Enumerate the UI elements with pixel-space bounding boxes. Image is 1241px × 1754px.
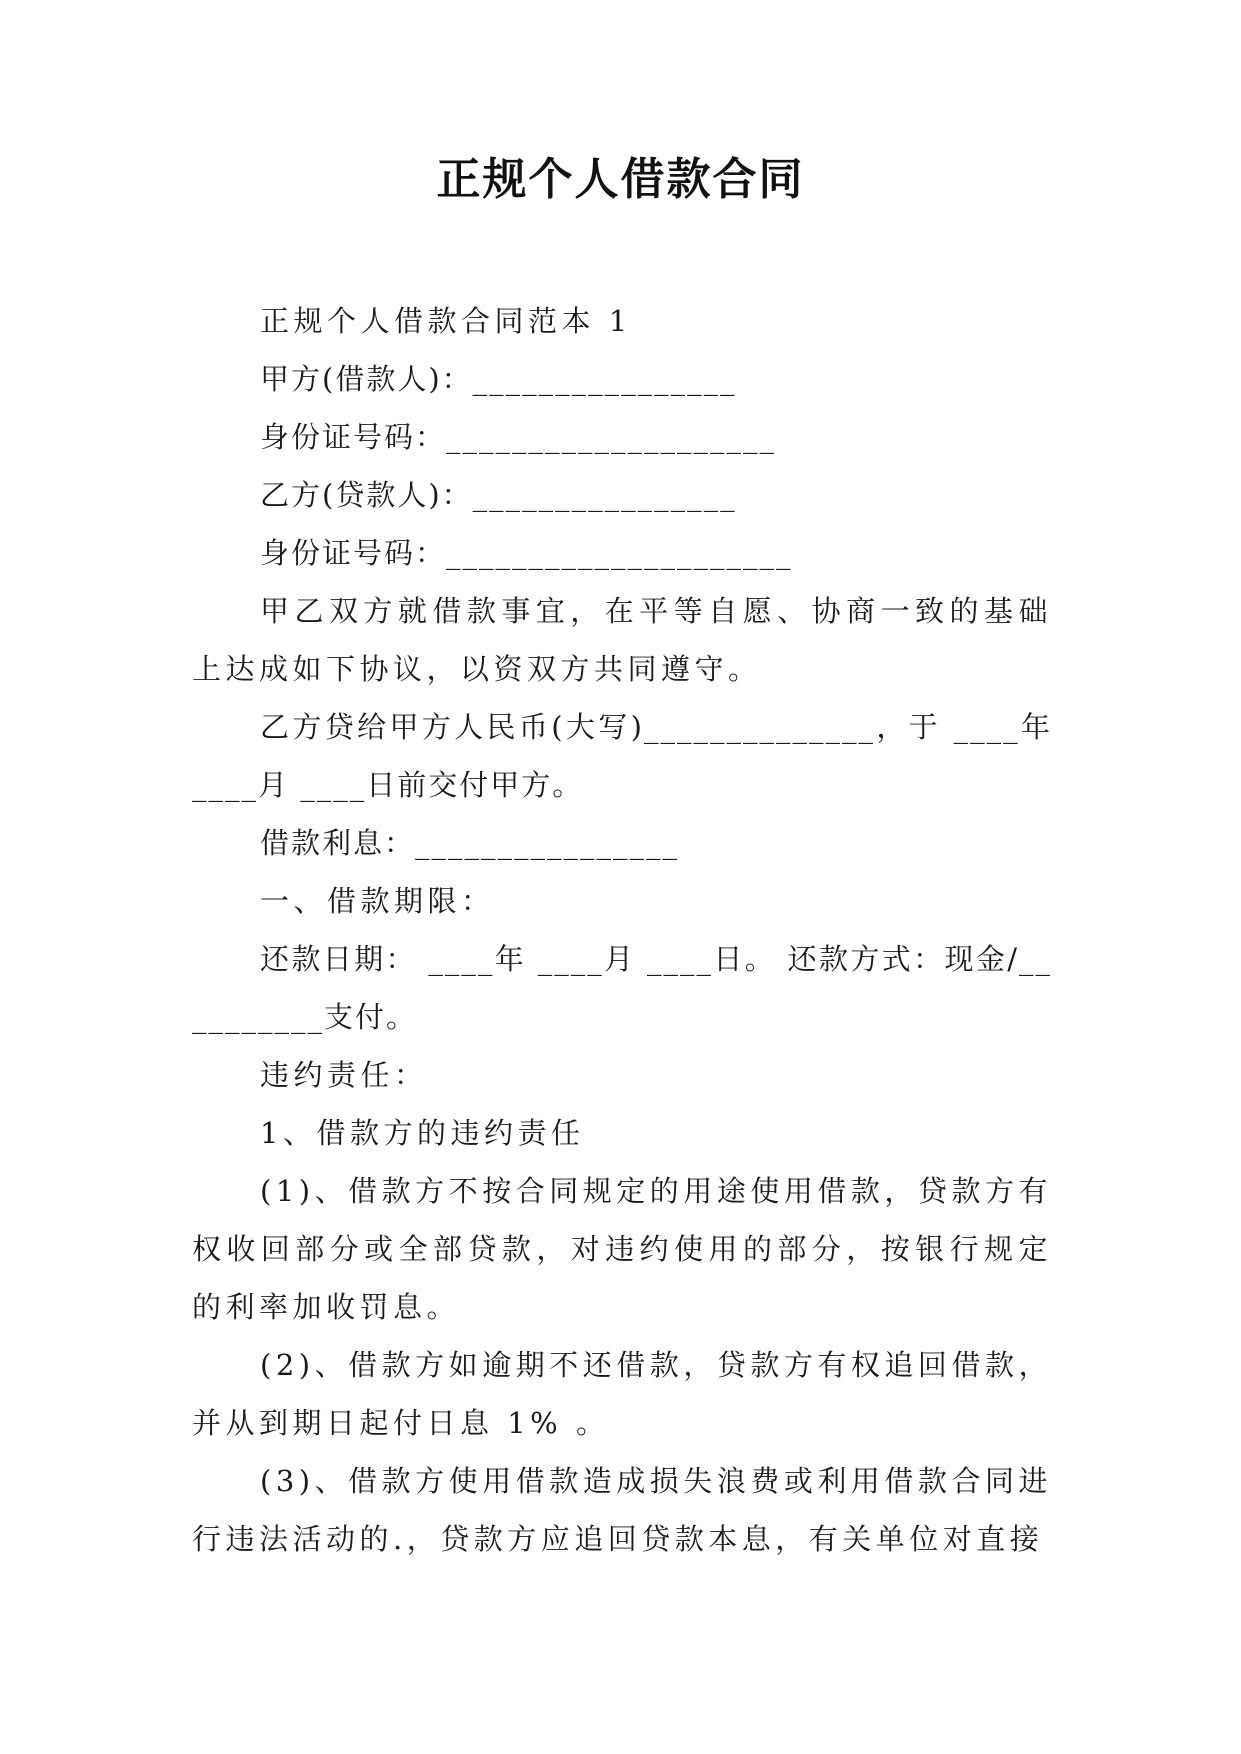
section-heading: 正规个人借款合同范本 1	[260, 304, 632, 338]
liability-heading: 违约责任：	[260, 1058, 428, 1092]
borrower-liability-heading: 1、借款方的违约责任	[260, 1116, 585, 1150]
interest-field: 借款利息：________________	[260, 826, 680, 860]
loan-amount-paragraph: 乙方贷给甲方人民币(大写)______________，于 ____年 ____月 ____日前交付甲方。	[192, 710, 1064, 802]
loan-term-heading: 一、借款期限：	[260, 884, 495, 918]
borrower-field: 甲方(借款人)：________________	[260, 362, 737, 396]
document-body	[192, 292, 1064, 1568]
lender-field: 乙方(贷款人)：________________	[260, 478, 737, 512]
clause-2: (2)、借款方如逾期不还借款，贷款方有权追回借款，并从到期日起付日息 1% 。	[192, 1348, 1052, 1440]
document-title: 正规个人借款合同	[436, 154, 805, 205]
clause-1: (1)、借款方不按合同规定的用途使用借款，贷款方有权收回部分或全部贷款，对违约使用的部分，按银行规定的利率加收罚息。	[192, 1174, 1052, 1324]
borrower-id-field: 身份证号码：____________________	[260, 420, 777, 454]
agreement-paragraph: 甲乙双方就借款事宜，在平等自愿、协商一致的基础上达成如下协议，以资双方共同遵守。	[192, 594, 1052, 686]
lender-id-field: 身份证号码：_____________________	[260, 536, 793, 570]
clause-3: (3)、借款方使用借款造成损失浪费或利用借款合同进行违法活动的.，贷款方应追回贷款本息，有关单位对直接	[192, 1464, 1052, 1556]
repayment-paragraph: 还款日期： ____年 ____月 ____日。 还款方式：现金/__________支付。	[192, 942, 1052, 1034]
